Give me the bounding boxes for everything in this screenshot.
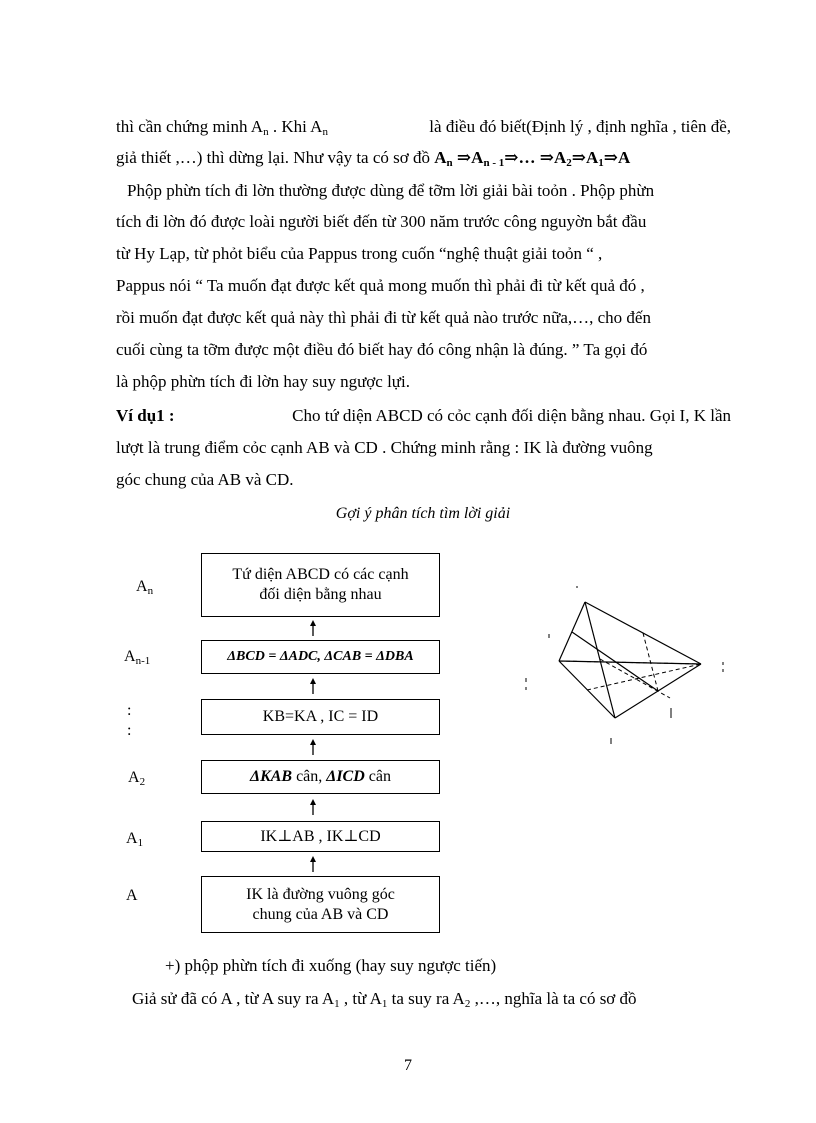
box-perpendicular: IK⊥AB , IK⊥CD	[201, 821, 440, 852]
para2-line2: tích đi lờn đó được loài người biết đến từ 300 năm trước công nguyờn bắt đầu	[116, 212, 647, 231]
up-arrow-icon	[308, 678, 318, 694]
para2-line3: từ Hy Lạp, từ phỏt biểu của Pappus trong cuốn “nghệ thuật giải toỏn “ ,	[116, 244, 603, 263]
caption: Gợi ý phân tích tìm lời giải	[335, 505, 511, 522]
label-dots-2: :	[127, 722, 132, 739]
label-an-1: $A_{n-1}$	[124, 648, 151, 667]
para1-line1-right: là điều đó biết(Định lý , định nghĩa , tiên đề,	[429, 117, 731, 136]
up-arrow-icon	[308, 739, 318, 755]
example-line2: lượt là trung điểm cỏc cạnh AB và CD . Chứng minh rằng : IK là đường vuông	[116, 438, 653, 457]
after-line2: Giả sử đã có A , từ A suy ra $A_1$ , từ $A_1$ ta suy ra $A_2$ ,…, nghĩa là ta có sơ đồ	[132, 989, 637, 1010]
para2-line6: cuối cùng ta tỡm được một điều đó biết hay đó công nhận là đúng. ” Ta gọi đó	[116, 340, 648, 359]
tetrahedron-figure	[515, 578, 735, 748]
para1-line1	[116, 116, 731, 143]
box-common-perpendicular: IK là đường vuông góc chung của AB và CD	[201, 876, 440, 933]
label-dots-1: :	[127, 702, 132, 719]
implication-chain: $A_n$ $\Rightarrow A_{n - 1}\Rightarrow\dots$ $\Rightarrow A_2\Rightarrow A_1\Rightarrow A$	[434, 148, 631, 169]
example-line3: góc chung của AB và CD.	[116, 470, 294, 489]
para2-line1: Phộp phừn tích đi lờn thường được dùng để tỡm lời giải bài toỏn . Phộp phừn	[127, 181, 655, 200]
label-a1: $A_1$	[126, 830, 144, 849]
up-arrow-icon	[308, 799, 318, 815]
box-isosceles: ΔKAB cân, ΔICD cân	[201, 760, 440, 794]
up-arrow-icon	[308, 620, 318, 636]
label-an: $A_n$	[136, 578, 154, 597]
para1-line1-left: thì cần chứng minh $A_n$ . Khi $A_n$	[116, 117, 328, 138]
label-a2: $A_2$	[128, 769, 146, 788]
example-line1: Ví dụ1 : Cho tứ diện ABCD có cỏc cạnh đối diện bằng nhau. Gọi I, K lần	[116, 406, 731, 425]
para2-line4: Pappus nói “ Ta muốn đạt được kết quả mong muốn thì phải đi từ kết quả đó ,	[116, 276, 645, 295]
para1-line2: giả thiết ,…) thì dừng lại. Như vậy ta có sơ đồ $A_n$ $\Rightarrow A_{n - 1}\Rightarrow\dots$ $\Rightarrow A_2\Rightarrow A_1\Rightarrow A$	[116, 148, 631, 169]
label-a: A	[126, 887, 138, 904]
para2-line5: rồi muốn đạt được kết quả này thì phải đi từ kết quả nào trước nữa,…, cho đến	[116, 308, 651, 327]
page-number: 7	[404, 1057, 412, 1074]
box-tetrahedron: Tứ diện ABCD có các cạnh đối diện bằng nhau	[201, 553, 440, 617]
box-congruent-triangles: ΔBCD = ΔADC, ΔCAB = ΔDBA	[201, 640, 440, 674]
up-arrow-icon	[308, 856, 318, 872]
box-equal-segments: KB=KA , IC = ID	[201, 699, 440, 735]
para2-line7: là phộp phừn tích đi lờn hay suy ngược lựi.	[116, 372, 410, 391]
after-line1: +) phộp phừn tích đi xuống (hay suy ngược tiến)	[165, 956, 497, 975]
example-label: Ví dụ1 :	[116, 406, 175, 425]
